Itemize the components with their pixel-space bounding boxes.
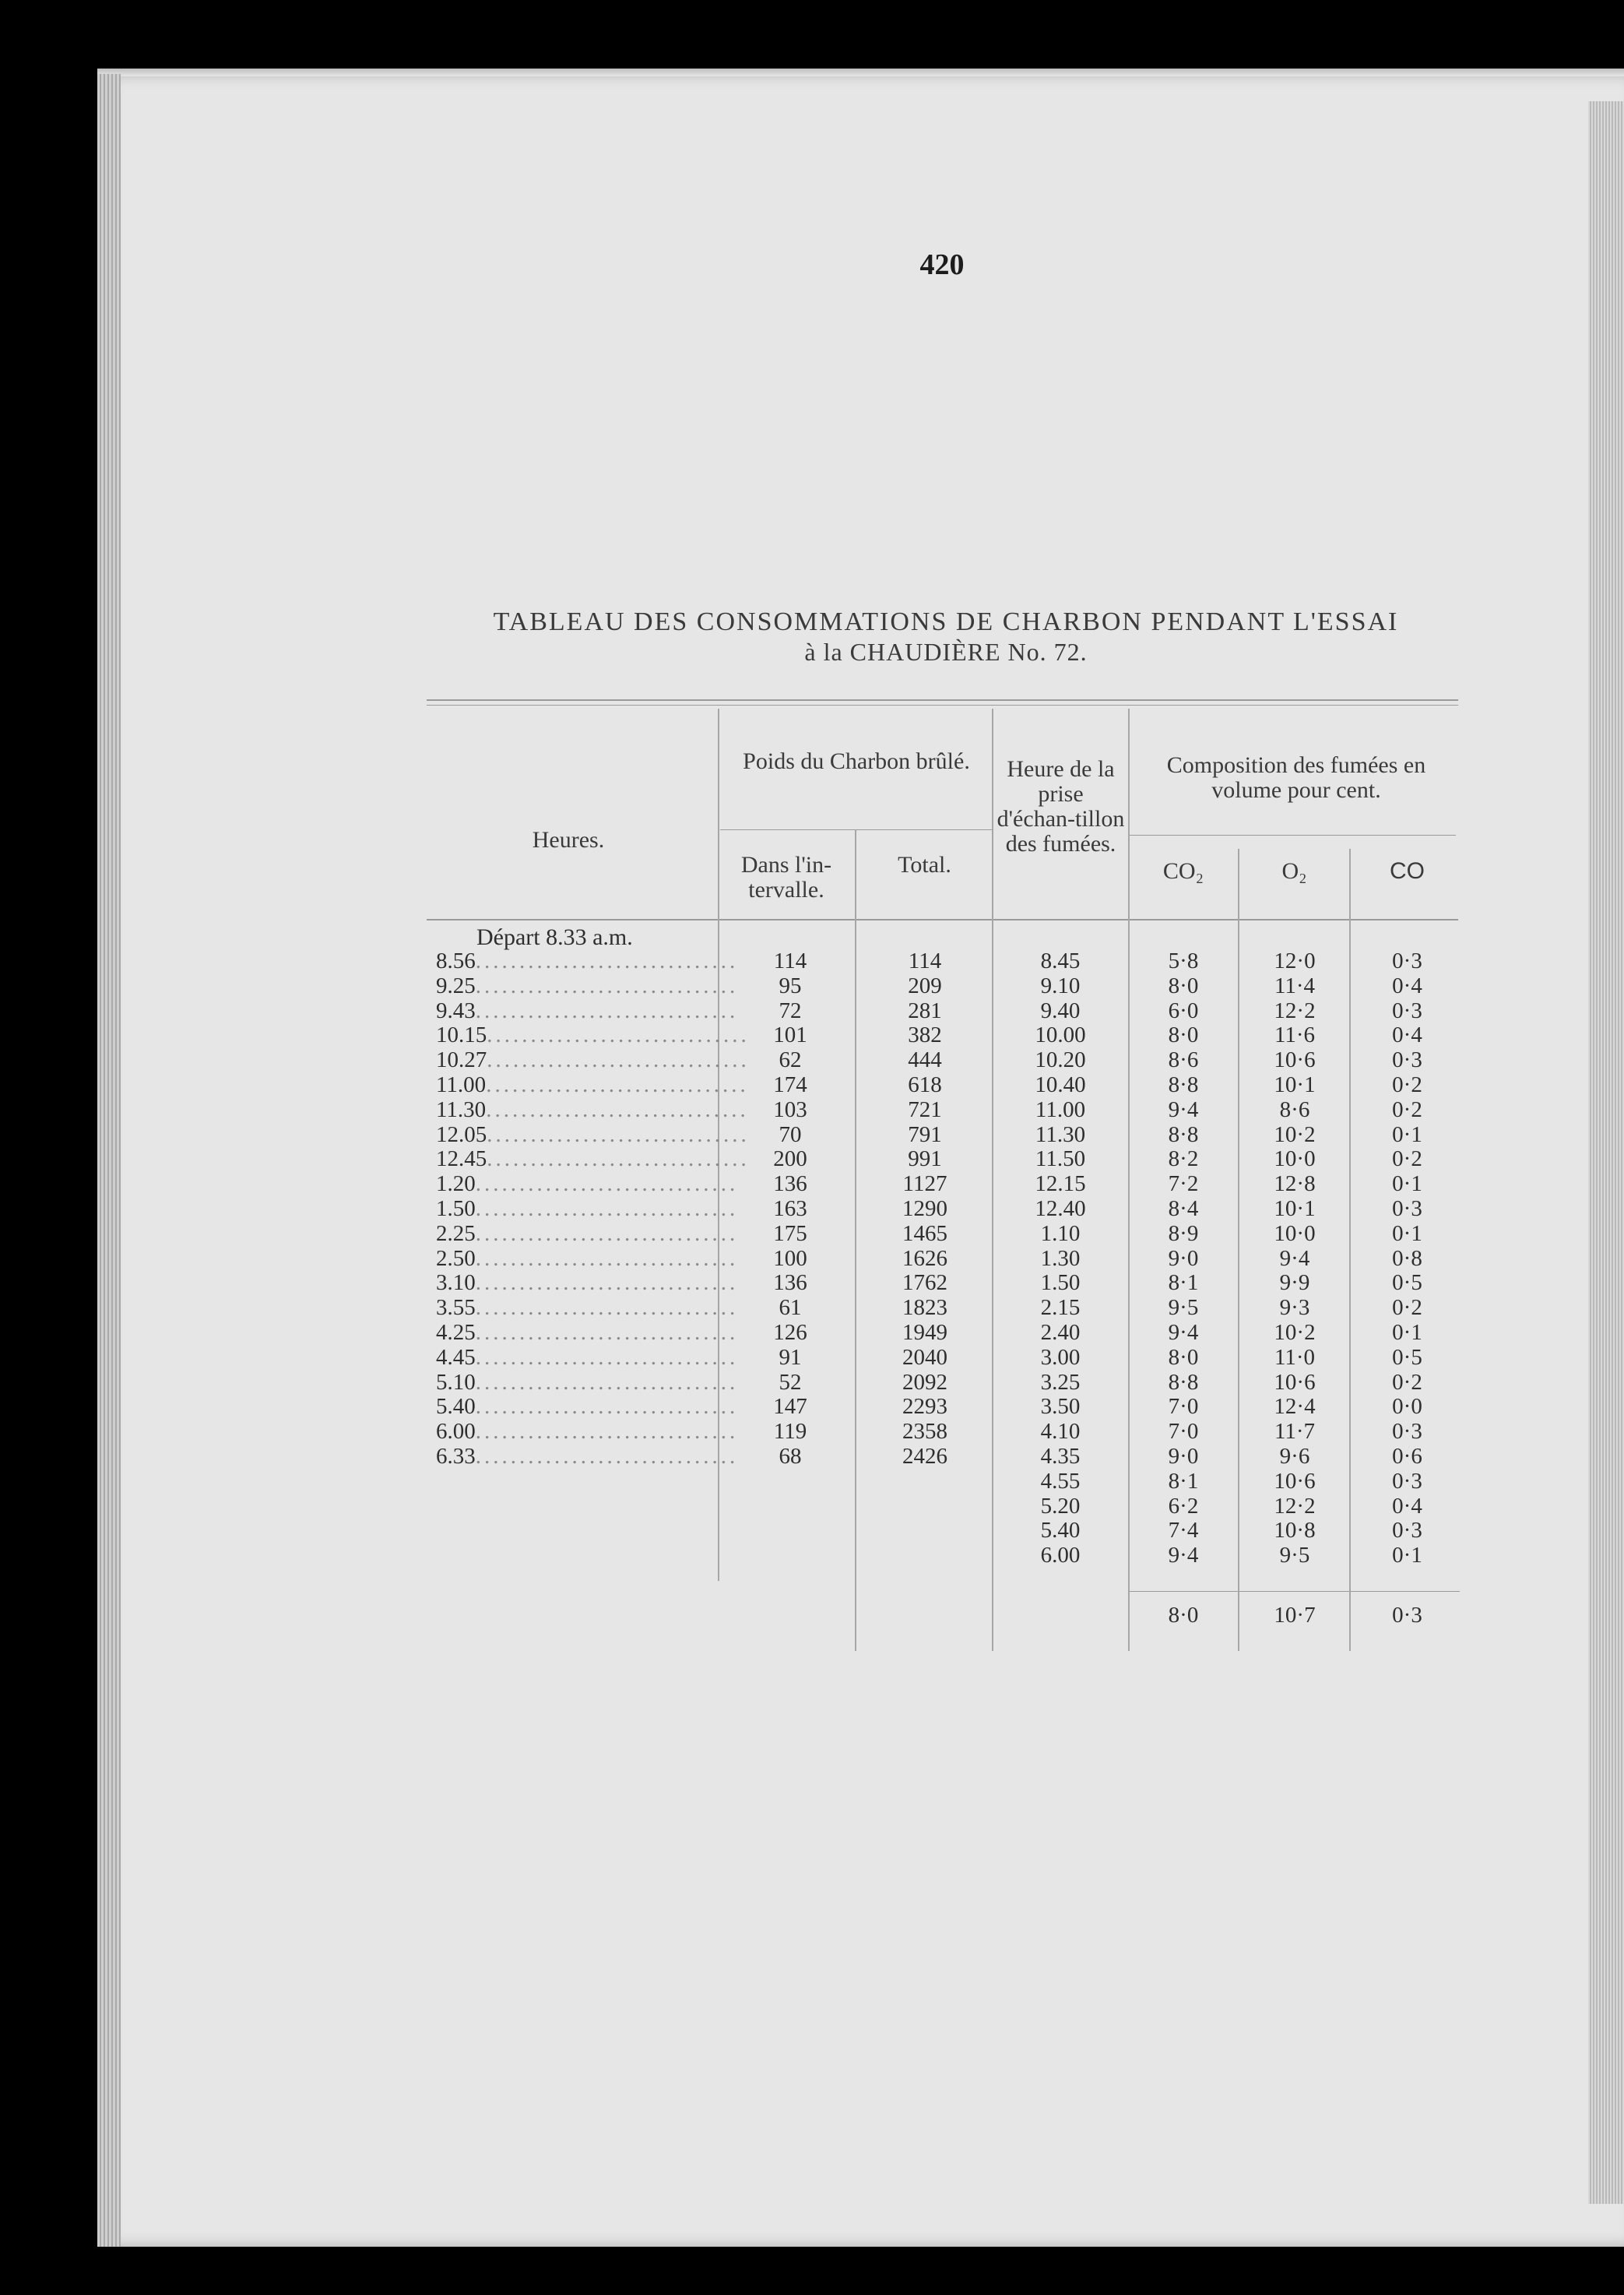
co-cell: 0·1 (1392, 1220, 1422, 1246)
co2-cell: 8·2 (1168, 1146, 1199, 1172)
composition-subheader-rule (1129, 835, 1456, 836)
dans-intervalle-cell: 68 (779, 1443, 802, 1469)
co2-cell: 8·1 (1168, 1270, 1199, 1296)
co-cell: 0·2 (1392, 1369, 1422, 1395)
heures-cell-value: 10.15 (436, 1023, 487, 1048)
average-co: 0·3 (1392, 1603, 1422, 1628)
co-cell: 0·4 (1392, 1493, 1422, 1519)
co-cell: 0·1 (1392, 1319, 1422, 1345)
o2-cell: 9·5 (1279, 1543, 1310, 1568)
heure-prise-cell: 2.15 (1040, 1295, 1081, 1321)
o2-cell: 10·0 (1274, 1220, 1316, 1246)
co2-column (1133, 949, 1234, 1568)
dans-intervalle-cell: 175 (773, 1220, 807, 1246)
heures-cell-value: 9.43 (436, 998, 476, 1023)
heures-cell (436, 1295, 739, 1321)
o2-cell: 9·9 (1279, 1270, 1310, 1296)
leader-dots: .............................. (475, 998, 739, 1023)
leader-dots: .............................. (475, 1270, 739, 1296)
heures-cell-value: 10.27 (436, 1047, 487, 1073)
heures-cell (436, 1171, 739, 1197)
co2-cell: 7·2 (1168, 1171, 1199, 1197)
heures-cell (436, 949, 739, 974)
co-cell: 0·3 (1392, 949, 1422, 973)
heures-cell-value: 11.30 (436, 1096, 487, 1122)
total-cell: 1823 (902, 1295, 947, 1321)
dans-intervalle-cell: 103 (773, 1096, 807, 1122)
o2-cell: 10·1 (1274, 1195, 1316, 1221)
o2-cell: 12·2 (1274, 998, 1316, 1023)
total-cell: 1626 (902, 1245, 947, 1271)
total-cell: 2426 (902, 1443, 947, 1469)
heure-prise-cell: 6.00 (1040, 1543, 1081, 1568)
leader-dots: .............................. (475, 1195, 739, 1221)
total-cell: 1949 (902, 1319, 947, 1345)
co-cell: 0·1 (1392, 1171, 1422, 1197)
o2-cell: 11·7 (1274, 1419, 1316, 1445)
heures-cell-value: 5.10 (436, 1369, 476, 1395)
heure-prise-cell: 5.40 (1040, 1518, 1081, 1543)
header-poids-du-charbon: Poids du Charbon brûlé. (743, 748, 970, 774)
heures-cell-value: 3.55 (436, 1295, 476, 1321)
co2-cell: 6·0 (1168, 998, 1199, 1023)
heure-prise-cell: 3.00 (1040, 1344, 1081, 1370)
page-stack-edge (1588, 101, 1624, 2204)
co2-cell: 9·4 (1168, 1096, 1199, 1122)
heures-cell-value: 1.50 (436, 1195, 476, 1221)
table-title-line2: à la CHAUDIÈRE No. 72. (804, 638, 1088, 666)
heures-cell-value: 4.25 (436, 1319, 476, 1345)
heure-prise-cell: 11.00 (1035, 1096, 1086, 1122)
heure-prise-cell: 5.20 (1040, 1493, 1081, 1519)
dans-intervalle-cell: 91 (779, 1344, 802, 1370)
heure-prise-cell: 1.30 (1040, 1245, 1081, 1271)
leader-dots: .............................. (475, 1443, 739, 1469)
heures-cell (436, 1419, 739, 1445)
heure-prise-cell: 2.40 (1040, 1319, 1081, 1345)
heure-prise-cell: 11.30 (1035, 1121, 1086, 1147)
leader-dots: .............................. (475, 949, 739, 973)
o2-cell: 9·4 (1279, 1245, 1310, 1271)
heures-cell-value: 8.56 (436, 949, 476, 973)
heures-cell-value: 6.33 (436, 1443, 476, 1469)
o2-cell: 11·6 (1274, 1023, 1316, 1048)
heures-cell-value: 2.25 (436, 1220, 476, 1246)
co2-cell: 8·8 (1168, 1121, 1199, 1147)
leader-dots: .............................. (475, 1419, 739, 1445)
average-o2: 10·7 (1274, 1603, 1316, 1628)
o2-cell: 10·2 (1274, 1319, 1316, 1345)
heures-cell-value: 3.10 (436, 1270, 476, 1296)
heure-prise-cell: 1.10 (1040, 1220, 1081, 1246)
dans-intervalle-column (732, 949, 849, 1470)
column-rule-4 (1128, 709, 1130, 1651)
total-cell: 209 (908, 973, 942, 998)
o2-column (1244, 949, 1345, 1568)
co-column (1355, 949, 1460, 1568)
heures-cell (436, 1344, 739, 1371)
co2-cell: 7·4 (1168, 1518, 1199, 1543)
co2-cell: 8·0 (1168, 973, 1199, 998)
total-cell: 444 (908, 1047, 942, 1073)
dans-intervalle-cell: 100 (773, 1245, 807, 1271)
o2-cell: 12·4 (1274, 1394, 1316, 1420)
leader-dots: .............................. (475, 1220, 739, 1246)
o2-cell: 9·3 (1279, 1295, 1310, 1321)
total-cell: 2293 (902, 1394, 947, 1420)
co2-cell: 9·0 (1168, 1443, 1199, 1469)
dans-intervalle-cell: 72 (779, 998, 802, 1023)
heure-prise-cell: 10.40 (1035, 1072, 1086, 1097)
co2-cell: 8·8 (1168, 1369, 1199, 1395)
dans-intervalle-cell: 163 (773, 1195, 807, 1221)
co-cell: 0·3 (1392, 1195, 1422, 1221)
co-cell: 0·2 (1392, 1295, 1422, 1321)
heures-cell-value: 11.00 (436, 1072, 487, 1097)
co2-cell: 9·4 (1168, 1319, 1199, 1345)
header-heure-prise: Heure de la prise d'échan-tillon des fumées. (997, 756, 1125, 857)
heures-cell (436, 1121, 750, 1148)
page-number: 420 (919, 248, 965, 281)
co-cell: 0·8 (1392, 1245, 1422, 1271)
heure-prise-cell: 11.50 (1035, 1146, 1086, 1172)
co-cell: 0·5 (1392, 1344, 1422, 1370)
heure-prise-cell: 12.15 (1035, 1171, 1086, 1197)
heures-cell (436, 1245, 739, 1272)
co-cell: 0·3 (1392, 1419, 1422, 1445)
heure-prise-cell: 9.10 (1040, 973, 1081, 998)
dans-intervalle-cell: 61 (779, 1295, 802, 1321)
leader-dots: .............................. (475, 1369, 739, 1395)
heures-cell (436, 1270, 739, 1296)
heures-cell-value: 2.50 (436, 1245, 476, 1271)
column-rule-3 (992, 709, 993, 1651)
heures-cell-value: 5.40 (436, 1394, 476, 1420)
o2-cell: 12·8 (1274, 1171, 1316, 1197)
total-cell: 2358 (902, 1419, 947, 1445)
leader-dots: .............................. (486, 1096, 749, 1122)
heures-cell (436, 1220, 739, 1247)
heure-prise-cell: 10.00 (1035, 1023, 1086, 1048)
heures-cell (436, 1195, 739, 1222)
dans-intervalle-cell: 136 (773, 1270, 807, 1296)
heures-cell (436, 973, 739, 999)
total-cell: 721 (908, 1096, 942, 1122)
co-cell: 0·4 (1392, 1023, 1422, 1048)
total-cell: 382 (908, 1023, 942, 1048)
book-spine (97, 74, 121, 2247)
total-cell: 618 (908, 1072, 942, 1097)
dans-intervalle-cell: 136 (773, 1171, 807, 1197)
heure-prise-cell: 10.20 (1035, 1047, 1086, 1073)
heure-prise-cell: 3.50 (1040, 1394, 1081, 1420)
leader-dots: .............................. (475, 1245, 739, 1271)
heures-cell-value: 9.25 (436, 973, 476, 998)
heures-cell (436, 1394, 739, 1420)
co-cell: 0·2 (1392, 1072, 1422, 1097)
o2-cell: 9·6 (1279, 1443, 1310, 1469)
heures-cell-value: 4.45 (436, 1344, 476, 1370)
heures-cell (436, 1023, 750, 1048)
heures-cell-value: 12.45 (436, 1146, 487, 1172)
leader-dots: .............................. (475, 1295, 739, 1321)
heures-cell (436, 998, 739, 1024)
co-cell: 0·3 (1392, 1047, 1422, 1073)
leader-dots: .............................. (487, 1047, 750, 1073)
leader-dots: .............................. (486, 1072, 749, 1097)
header-bottom-rule (427, 919, 1458, 920)
column-rule-6 (1349, 849, 1351, 1651)
total-cell: 281 (908, 998, 942, 1023)
o2-cell: 12·0 (1274, 949, 1316, 973)
co2-cell: 5·8 (1168, 949, 1199, 973)
o2-cell: 10·1 (1274, 1072, 1316, 1097)
total-cell: 791 (908, 1121, 942, 1147)
header-co2: CO₂ (1162, 858, 1204, 884)
heures-cell (436, 1369, 739, 1396)
leader-dots: .............................. (487, 1121, 750, 1147)
co2-cell: 8·9 (1168, 1220, 1199, 1246)
co-cell: 0·0 (1392, 1394, 1422, 1420)
total-cell: 991 (908, 1146, 942, 1172)
o2-cell: 12·2 (1274, 1493, 1316, 1519)
leader-dots: .............................. (475, 973, 739, 998)
o2-cell: 10·8 (1274, 1518, 1316, 1543)
dans-intervalle-cell: 62 (779, 1047, 802, 1073)
header-heures: Heures. (532, 827, 605, 853)
heures-cell (436, 1096, 749, 1123)
header-co: CO (1390, 858, 1425, 884)
header-composition: Composition des fumées en volume pour cent. (1166, 752, 1426, 803)
o2-cell: 10·2 (1274, 1121, 1316, 1147)
column-rule-5 (1238, 849, 1239, 1651)
dans-intervalle-cell: 126 (773, 1319, 807, 1345)
co2-cell: 8·0 (1168, 1023, 1199, 1048)
heure-prise-column (998, 949, 1123, 1568)
table-title-line1: TABLEAU DES CONSOMMATIONS DE CHARBON PENDANT L'ESSAI (493, 607, 1399, 636)
header-o2: O₂ (1281, 858, 1307, 884)
dans-intervalle-cell: 95 (779, 973, 802, 998)
o2-cell: 11·4 (1274, 973, 1316, 998)
total-cell: 114 (908, 949, 942, 973)
heures-cell (436, 1146, 750, 1172)
heures-cell (436, 1443, 739, 1470)
co-cell: 0·2 (1392, 1096, 1422, 1122)
dans-intervalle-cell: 70 (779, 1121, 802, 1147)
co-cell: 0·5 (1392, 1270, 1422, 1296)
o2-cell: 10·6 (1274, 1369, 1316, 1395)
co2-cell: 8·4 (1168, 1195, 1199, 1221)
table-top-rule-double (427, 705, 1458, 706)
page-top-edge (97, 69, 1624, 76)
heures-cell (436, 1047, 750, 1073)
co-cell: 0·2 (1392, 1146, 1422, 1172)
co2-cell: 7·0 (1168, 1419, 1199, 1445)
dans-intervalle-cell: 114 (773, 949, 807, 973)
heure-prise-cell: 4.10 (1040, 1419, 1081, 1445)
column-rule-2 (855, 829, 856, 1651)
heures-cell-value: 12.05 (436, 1121, 487, 1147)
leader-dots: .............................. (475, 1319, 739, 1345)
o2-cell: 10·0 (1274, 1146, 1316, 1172)
o2-cell: 8·6 (1279, 1096, 1310, 1122)
total-cell: 2040 (902, 1344, 947, 1370)
dans-intervalle-cell: 52 (779, 1369, 802, 1395)
dans-intervalle-cell: 147 (773, 1394, 807, 1420)
heures-cell (436, 1072, 749, 1098)
co-cell: 0·1 (1392, 1121, 1422, 1147)
o2-cell: 10·6 (1274, 1047, 1316, 1073)
heures-column (436, 949, 750, 1470)
heure-prise-cell: 4.35 (1040, 1443, 1081, 1469)
o2-cell: 11·0 (1274, 1344, 1316, 1370)
average-co2: 8·0 (1168, 1603, 1199, 1628)
co-cell: 0·3 (1392, 1518, 1422, 1543)
heure-prise-cell: 12.40 (1035, 1195, 1086, 1221)
dans-intervalle-cell: 174 (773, 1072, 807, 1097)
co-cell: 0·1 (1392, 1543, 1422, 1568)
average-rule (1129, 1591, 1460, 1592)
heures-cell-value: 1.20 (436, 1171, 476, 1197)
heure-prise-cell: 3.25 (1040, 1369, 1081, 1395)
co2-cell: 8·6 (1168, 1047, 1199, 1073)
co-cell: 0·3 (1392, 1468, 1422, 1494)
co-cell: 0·3 (1392, 998, 1422, 1023)
total-column (863, 949, 987, 1470)
header-total: Total. (898, 852, 951, 878)
table-title (420, 607, 1471, 667)
leader-dots: .............................. (487, 1146, 750, 1172)
heure-prise-cell: 1.50 (1040, 1270, 1081, 1296)
co2-cell: 9·5 (1168, 1295, 1199, 1321)
co2-cell: 9·0 (1168, 1245, 1199, 1271)
co2-cell: 8·0 (1168, 1344, 1199, 1370)
header-dans-intervalle: Dans l'in-tervalle. (740, 852, 832, 903)
co2-cell: 7·0 (1168, 1394, 1199, 1420)
co-cell: 0·6 (1392, 1443, 1422, 1469)
heure-prise-cell: 8.45 (1040, 949, 1081, 973)
leader-dots: .............................. (475, 1394, 739, 1420)
total-cell: 2092 (902, 1369, 947, 1395)
total-cell: 1127 (902, 1171, 947, 1197)
co2-cell: 9·4 (1168, 1543, 1199, 1568)
heures-cell (436, 1319, 739, 1346)
heure-prise-cell: 4.55 (1040, 1468, 1081, 1494)
co2-cell: 6·2 (1168, 1493, 1199, 1519)
depart-time: Départ 8.33 a.m. (476, 924, 633, 950)
leader-dots: .............................. (475, 1344, 739, 1370)
poids-subheader-rule (720, 829, 993, 830)
co-cell: 0·4 (1392, 973, 1422, 998)
o2-cell: 10·6 (1274, 1468, 1316, 1494)
total-cell: 1762 (902, 1270, 947, 1296)
dans-intervalle-cell: 200 (773, 1146, 807, 1172)
leader-dots: .............................. (487, 1023, 750, 1048)
co2-cell: 8·8 (1168, 1072, 1199, 1097)
total-cell: 1465 (902, 1220, 947, 1246)
table-top-rule (427, 699, 1458, 701)
heure-prise-cell: 9.40 (1040, 998, 1081, 1023)
total-cell: 1290 (902, 1195, 947, 1221)
leader-dots: .............................. (475, 1171, 739, 1197)
dans-intervalle-cell: 119 (773, 1419, 807, 1445)
heures-cell-value: 6.00 (436, 1419, 476, 1445)
dans-intervalle-cell: 101 (773, 1023, 807, 1048)
co2-cell: 8·1 (1168, 1468, 1199, 1494)
